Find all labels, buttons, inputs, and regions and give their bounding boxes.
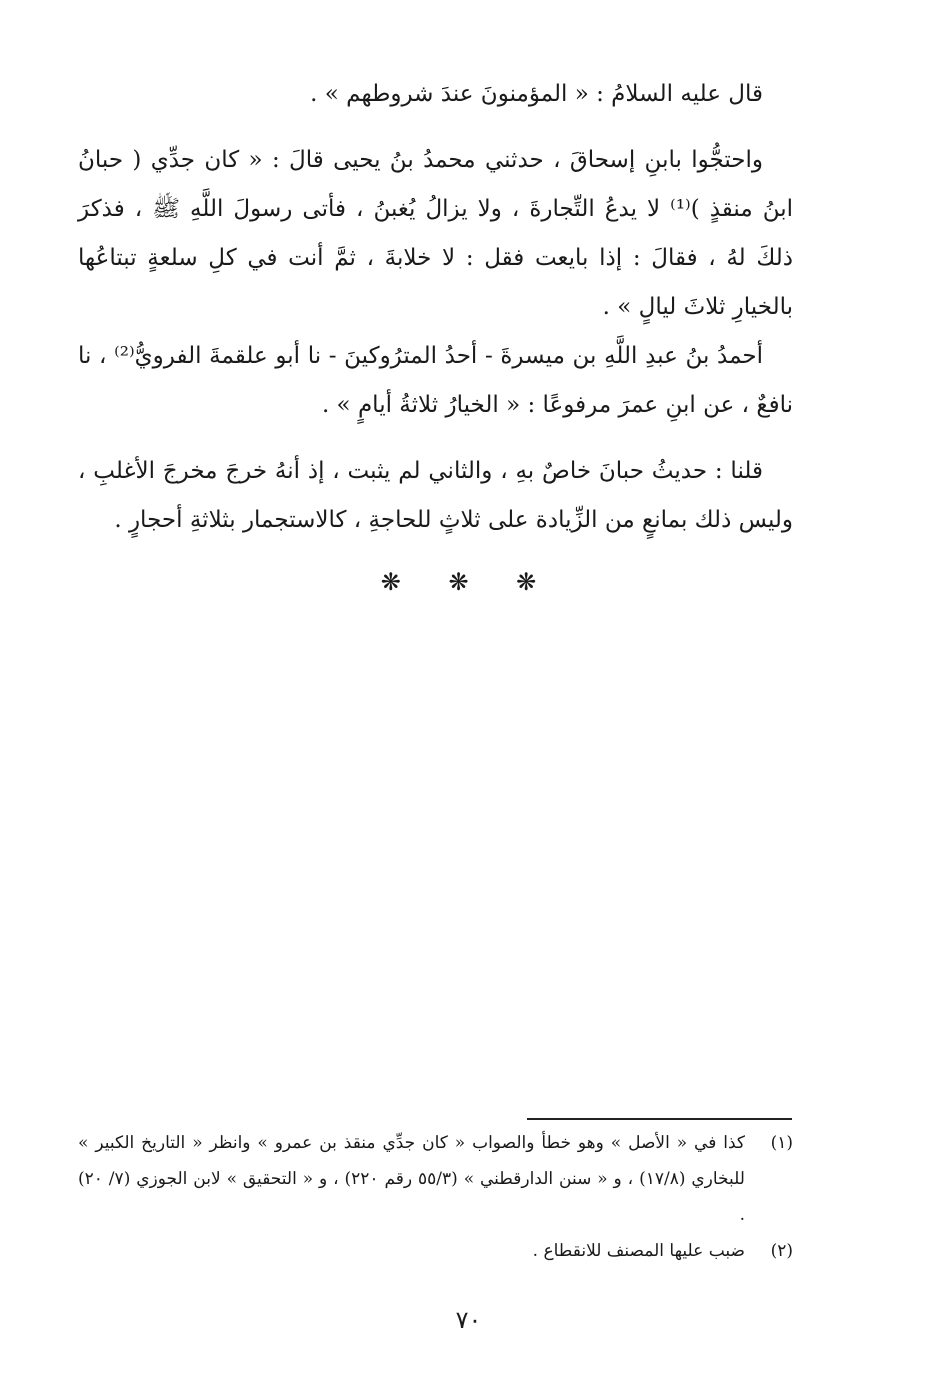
body-paragraph-3: [78, 332, 793, 430]
footnote-2: [78, 1233, 793, 1269]
footnote-text: كذا في « الأصل » وهو خطأ والصواب « كان جدِّي منقذ بن عمرو » وانظر « التاريخ الكبير » للبخاري (١٧/٨) ، و « سنن الدارقطني » (٥٥/٣ رقم ٢٢٠) ، و « التحقيق » لابن الجوزي (٧/ ٢٠) .: [78, 1133, 745, 1225]
footnote-1: [78, 1125, 793, 1233]
footnotes: [78, 1125, 793, 1269]
body-paragraph-2: [78, 136, 793, 332]
body-paragraph-1: [78, 70, 793, 119]
section-separator-asterisks: ❋ ❋ ❋: [380, 568, 557, 596]
footnote-divider: [527, 1118, 792, 1120]
footnote-number: (١): [770, 1133, 793, 1153]
body-paragraph-4: [78, 447, 793, 545]
footnote-number: (٢): [770, 1241, 793, 1261]
page-number: ٧٠: [455, 1306, 482, 1334]
paragraph-text: واحتجُّوا بابنِ إسحاقَ ، حدثني محمدُ بنُ يحيى قالَ : « كان جدِّي ( حبانُ ابنُ منقذٍ )⁽¹⁾ لا يدعُ التِّجارةَ ، ولا يزالُ يُغبنُ ، فأتى رسولَ اللَّهِ ﷺ ، فذكرَ ذلكَ لهُ ، فقالَ : إذا بايعت فقل : لا خلابةَ ، ثمَّ أنت في كلِ سلعةٍ تبتاعُها بالخيارِ ثلاثَ ليالٍ » .: [78, 147, 794, 320]
paragraph-text: أحمدُ بنُ عبدِ اللَّهِ بن ميسرةَ - أحدُ المترُوكينَ - نا أبو علقمةَ الفرويُّ⁽²⁾ ، نا نافعٌ ، عن ابنِ عمرَ مرفوعًا : « الخيارُ ثلاثةُ أيامٍ » .: [78, 343, 793, 418]
paragraph-text: قال عليه السلامُ : « المؤمنونَ عندَ شروطهم » .: [310, 81, 763, 107]
footnote-text: ضبب عليها المصنف للانقطاع .: [532, 1241, 745, 1261]
paragraph-text: قلنا : حديثُ حبانَ خاصٌ بهِ ، والثاني لم يثبت ، إذ أنهُ خرجَ مخرجَ الأغلبِ ، وليس ذلك بمانعٍ من الزِّيادة على ثلاثٍ للحاجةِ ، كالاستجمار بثلاثةِ أحجارٍ .: [78, 458, 793, 533]
